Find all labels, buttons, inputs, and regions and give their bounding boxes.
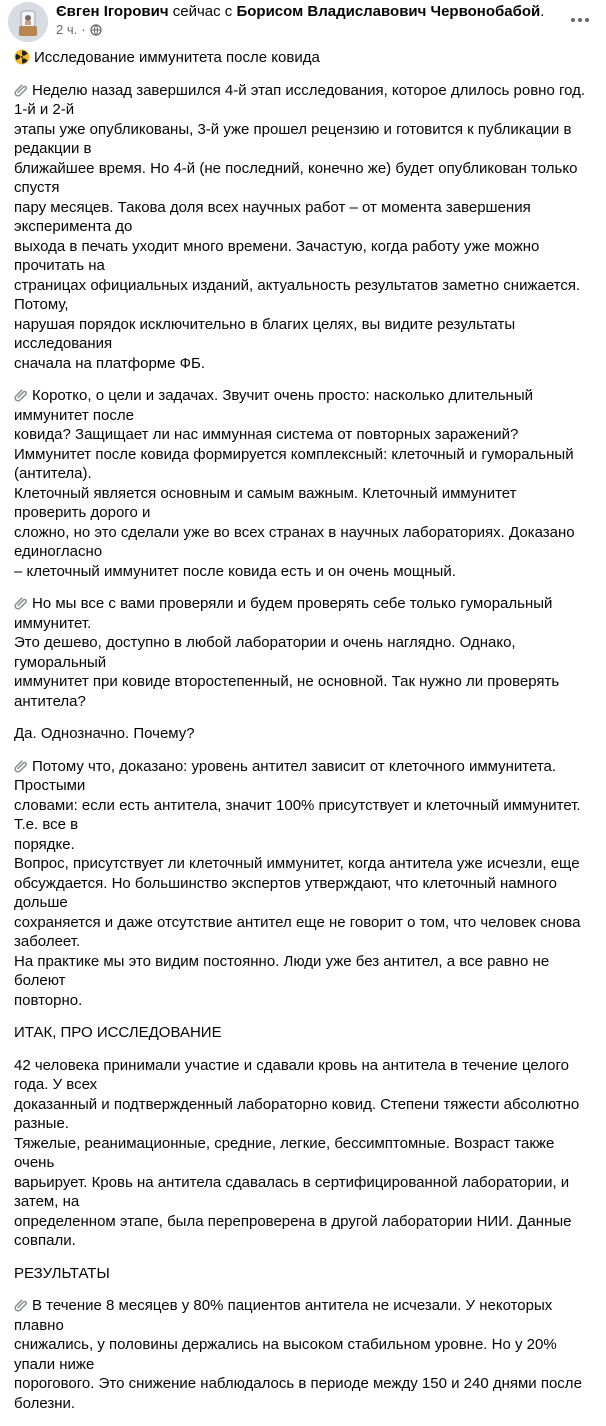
paragraph-line: Коротко, о цели и задачах. Звучит очень просто: насколько длительный иммунитет после [14, 387, 533, 424]
section-heading-results: РЕЗУЛЬТАТЫ [14, 1264, 110, 1282]
paragraph-5 [14, 757, 592, 1011]
paragraph-line: определенном этапе, была перепроверена в другой лаборатории НИИ. Данные совпали. [14, 1212, 572, 1249]
paragraph-line: Клеточный является основным и самым важным. Клеточный иммунитет проверить дорого и [14, 484, 517, 521]
post-title [14, 48, 592, 68]
paragraph-line: ближайшее время. Но 4-й (не последний, конечно же) будет опубликован только спустя [14, 159, 578, 196]
paragraph-7 [14, 1296, 592, 1413]
paragraph-line: порядке. [14, 835, 75, 853]
avatar-image-icon [8, 2, 48, 42]
paragraph-line: повторно. [14, 991, 83, 1009]
post-author-line [56, 2, 566, 21]
paragraph-1 [14, 81, 592, 374]
paragraph-line: ковида? Защищает ли нас иммунная система от повторных заражений? [14, 426, 519, 443]
paragraph-line: Но мы все с вами проверяли и будем проверять себе только гуморальный иммунитет. [14, 595, 553, 632]
paperclip-icon [14, 1298, 28, 1312]
paragraph-line: снижались, у половины держались на высоком стабильном уровне. Но у 20% упали ниже [14, 1336, 557, 1373]
paragraph-line: выхода в печать уходит много времени. Зачастую, когда работу уже можно прочитать на [14, 237, 540, 274]
paragraph-4: Да. Однозначно. Почему? [14, 725, 195, 742]
paragraph-line: обсуждается. Но большинство экспертов утверждают, что клеточный намного дольше [14, 874, 557, 911]
meta-separator: · [81, 22, 86, 37]
paperclip-icon [14, 83, 28, 97]
author-name[interactable]: Євген Ігорович [56, 3, 169, 20]
paragraph-line: страницах официальных изданий, актуальность результатов заметно снижается. Потому, [14, 276, 581, 313]
paragraph-line: Потому что, доказано: уровень антител зависит от клеточного иммунитета. Простыми [14, 757, 557, 794]
tagged-person-name[interactable]: Борисом Владиславович Червонобабой [236, 3, 541, 20]
paragraph-line: В течение 8 месяцев у 80% пациентов антитела не исчезали. У некоторых плавно [14, 1297, 553, 1334]
paragraph-line: 42 человека принимали участие и сдавали кровь на антитела в течение целого года. У всех [14, 1056, 569, 1093]
paragraph-line: Это дешево, доступно в любой лаборатории и очень наглядно. Однако, гуморальный [14, 634, 516, 671]
paragraph-line: сначала на платформе ФБ. [14, 354, 206, 372]
paperclip-icon [14, 388, 28, 402]
paragraph-line: На практике мы это видим постоянно. Люди уже без антител, а все равно не болеют [14, 952, 550, 989]
paragraph-line: этапы уже опубликованы, 3-й уже прошел рецензию и готовится к публикации в редакции в [14, 120, 572, 157]
paragraph-line: Вопрос, присутствует ли клеточный иммунитет, когда антитела уже исчезли, еще [14, 855, 580, 872]
paragraph-line: варьирует. Кровь на антитела сдавалась в сертифицированной лаборатории, и затем, на [14, 1173, 570, 1210]
post-meta [56, 22, 102, 38]
paragraph-line: нарушая порядок исключительно в благих целях, вы видите результаты исследования [14, 315, 516, 352]
paragraph-line: пару месяцев. Такова доля всех научных работ – от момента завершения эксперимента до [14, 198, 531, 235]
paragraph-line: порогового. Это снижение наблюдалось в периоде между 150 и 240 днями после болезни. [14, 1375, 582, 1412]
radiation-icon [14, 49, 30, 65]
globe-icon[interactable] [90, 24, 102, 36]
author-avatar[interactable] [8, 2, 48, 42]
post-header [0, 0, 606, 44]
paragraph-line: доказанный и подтвержденный лабораторно ковид. Степени тяжести абсолютно разные. [14, 1095, 580, 1132]
paragraph-line: сложно, но это сделали уже во всех странах в научных лабораториях. Доказано единогласно [14, 523, 575, 560]
paragraph-line: Неделю назад завершился 4-й этап исследования, которое длилось ровно год. 1-й и 2-й [14, 81, 586, 118]
post-body [14, 48, 592, 1426]
with-connector: сейчас с [168, 3, 237, 20]
more-horizontal-icon[interactable] [568, 10, 592, 30]
post-title-text: Исследование иммунитета после ковида [34, 49, 320, 66]
paragraph-3 [14, 594, 592, 711]
paragraph-line: Иммунитет после ковида формируется комплексный: клеточный и гуморальный (антитела). [14, 445, 574, 482]
paragraph-2 [14, 386, 592, 581]
paperclip-icon [14, 759, 28, 773]
paperclip-icon [14, 596, 28, 610]
post-time[interactable]: 2 ч. [56, 22, 78, 37]
paragraph-line: иммунитет при ковиде второстепенный, не основной. Так нужно ли проверять антитела? [14, 673, 560, 710]
paragraph-line: сохраняется и даже отсутствие антител еще не говорит о том, что человек снова заболеет. [14, 913, 581, 950]
author-line-period: . [540, 3, 545, 20]
paragraph-line: словами: если есть антитела, значит 100% присутствует и клеточный иммунитет. Т.е. все в [14, 796, 581, 833]
paragraph-line: Тяжелые, реанимационные, средние, легкие, бессимптомные. Возраст также очень [14, 1134, 555, 1171]
paragraph-line: – клеточный иммунитет после ковида есть и он очень мощный. [14, 562, 456, 580]
section-heading-study: ИТАК, ПРО ИССЛЕДОВАНИЕ [14, 1024, 222, 1041]
paragraph-6 [14, 1056, 592, 1251]
